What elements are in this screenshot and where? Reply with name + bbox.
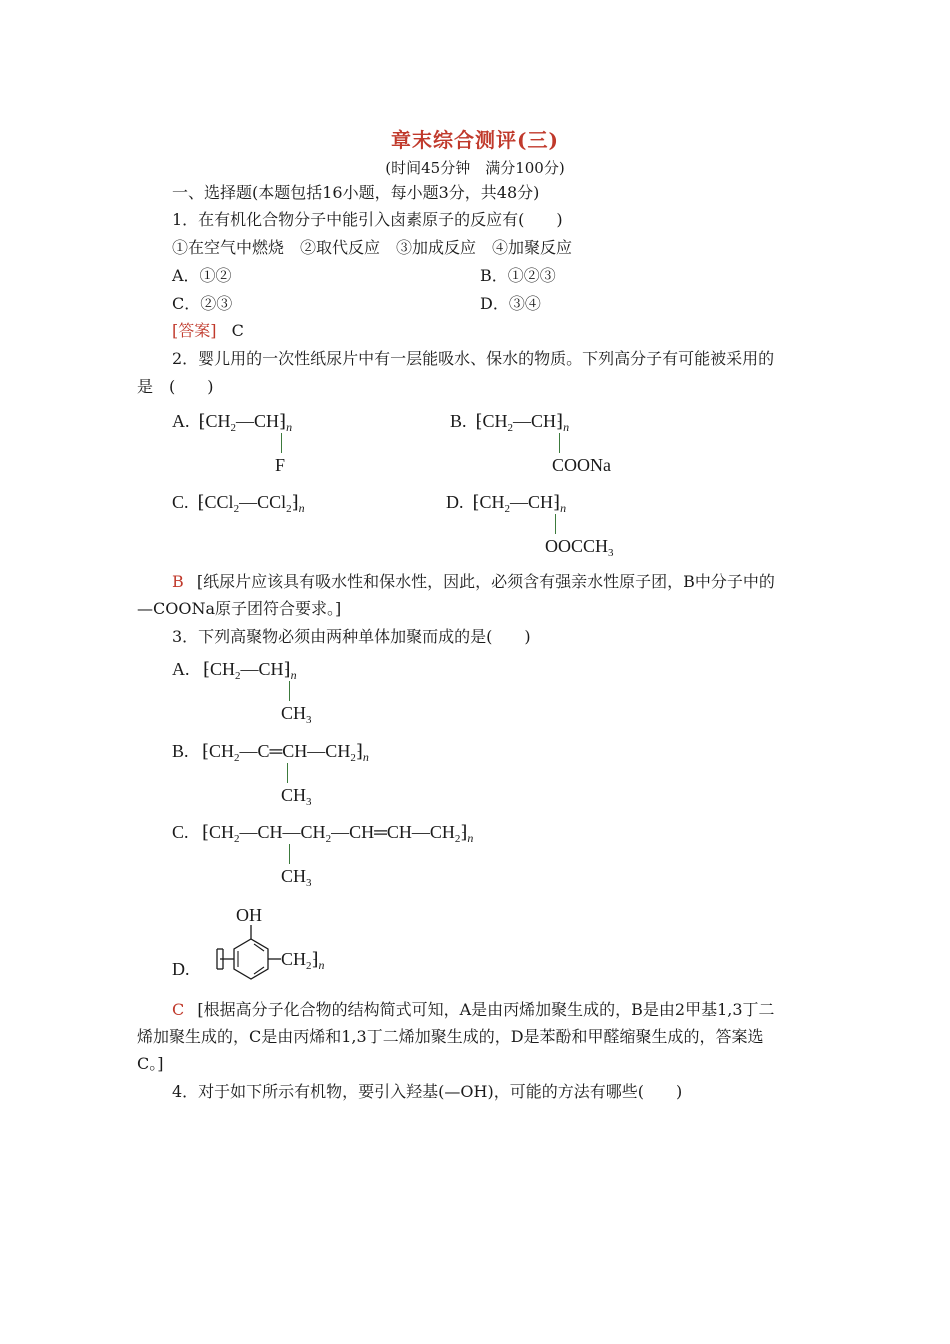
- q1-option-b: B．①②③: [480, 266, 556, 285]
- q3-c-label: C.: [172, 822, 189, 842]
- answer-tag: [答案]: [172, 321, 217, 340]
- q2-b-substituent: COONa: [552, 455, 611, 475]
- q3-formula-a: A. $⁅CH_2—CH⁆_n$: [172, 659, 297, 682]
- page-title: 章末综合测评(三): [391, 128, 559, 152]
- q2-formula-a: A. $⁅CH_2—CH⁆_n$: [172, 411, 293, 434]
- q1-option-c: C．②③: [172, 294, 233, 313]
- q2-answer-letter: B: [172, 572, 184, 591]
- q2-stem-line2: 是 ( ): [137, 377, 214, 396]
- q1-stem: 1．在有机化合物分子中能引入卤素原子的反应有( ): [172, 210, 563, 229]
- bond-line: [559, 433, 560, 453]
- section-heading: 一、选择题(本题包括16小题，每小题3分，共48分): [172, 183, 540, 202]
- q2-formula-d: D. $⁅CH_2—CH⁆_n$: [446, 492, 567, 515]
- q2-formula-c: C. $⁅CCl_2—CCl_2⁆_n$: [172, 492, 305, 515]
- q4-stem: 4．对于如下所示有机物，要引入羟基(—OH)，可能的方法有哪些( ): [172, 1082, 683, 1101]
- bond-line: [287, 763, 288, 783]
- bond-line: [289, 681, 290, 701]
- q1-option-a: A．①②: [172, 266, 232, 285]
- q3-stem: 3．下列高聚物必须由两种单体加聚而成的是( ): [172, 627, 531, 646]
- q3-formula-c: C. $⁅CH_2—CH—CH_2—CH═CH—CH_2⁆_n$: [172, 822, 474, 845]
- q3-a-label: A.: [172, 659, 190, 679]
- q3-c-substituent: $CH_3$: [281, 866, 312, 889]
- q3-b-substituent: $CH_3$: [281, 785, 312, 808]
- q2-explanation-line1: B [纸尿片应该具有吸水性和保水性，因此，必须含有强亲水性原子团，B中分子中的: [172, 572, 775, 591]
- q1-option-d: D．③④: [480, 294, 541, 313]
- q2-b-label: B.: [450, 411, 467, 431]
- phenol-ring-structure: [205, 925, 355, 985]
- q3-answer-letter: C: [172, 1000, 185, 1019]
- q3-d-label: D.: [172, 959, 190, 979]
- bond-line: [555, 514, 556, 534]
- q2-a-substituent: F: [275, 455, 286, 475]
- q3-a-substituent: $CH_3$: [281, 703, 312, 726]
- q2-d-substituent: $OOCCH_3$: [545, 536, 614, 559]
- q1-answer: [172, 321, 244, 341]
- q2-explanation-line2: —COONa原子团符合要求。]: [137, 599, 342, 618]
- q1-items: ①在空气中燃烧 ②取代反应 ③加成反应 ④加聚反应: [172, 238, 573, 257]
- q2-formula-b: B. $⁅CH_2—CH⁆_n$: [450, 411, 570, 434]
- bond-line: [281, 433, 282, 453]
- q1-answer-value: C: [231, 321, 244, 340]
- q2-d-label: D.: [446, 492, 464, 512]
- q3-explanation-line2: 烯加聚生成的，C是由丙烯和1,3丁二烯加聚生成的，D是苯酚和甲醛缩聚生成的，答案选: [137, 1027, 764, 1046]
- page-subtitle: (时间45分钟 满分100分): [385, 159, 565, 177]
- q2-c-label: C.: [172, 492, 189, 512]
- q3-b-label: B.: [172, 741, 189, 761]
- q3-d-oh: OH: [236, 905, 262, 925]
- bond-line: [289, 844, 290, 864]
- q3-formula-b: B. $⁅CH_2—C═CH—CH_2⁆_n$: [172, 741, 369, 764]
- q2-a-label: A.: [172, 411, 190, 431]
- q3-explanation-line1: C [根据高分子化合物的结构简式可知，A是由丙烯加聚生成的，B是由2甲基1,3丁二: [172, 1000, 775, 1019]
- q3-d-ch2: $CH_2⁆_n$: [281, 949, 325, 972]
- q3-explanation-line3: C。]: [137, 1054, 164, 1073]
- q2-stem-line1: 2．婴儿用的一次性纸尿片中有一层能吸水、保水的物质。下列高分子有可能被采用的: [172, 349, 775, 368]
